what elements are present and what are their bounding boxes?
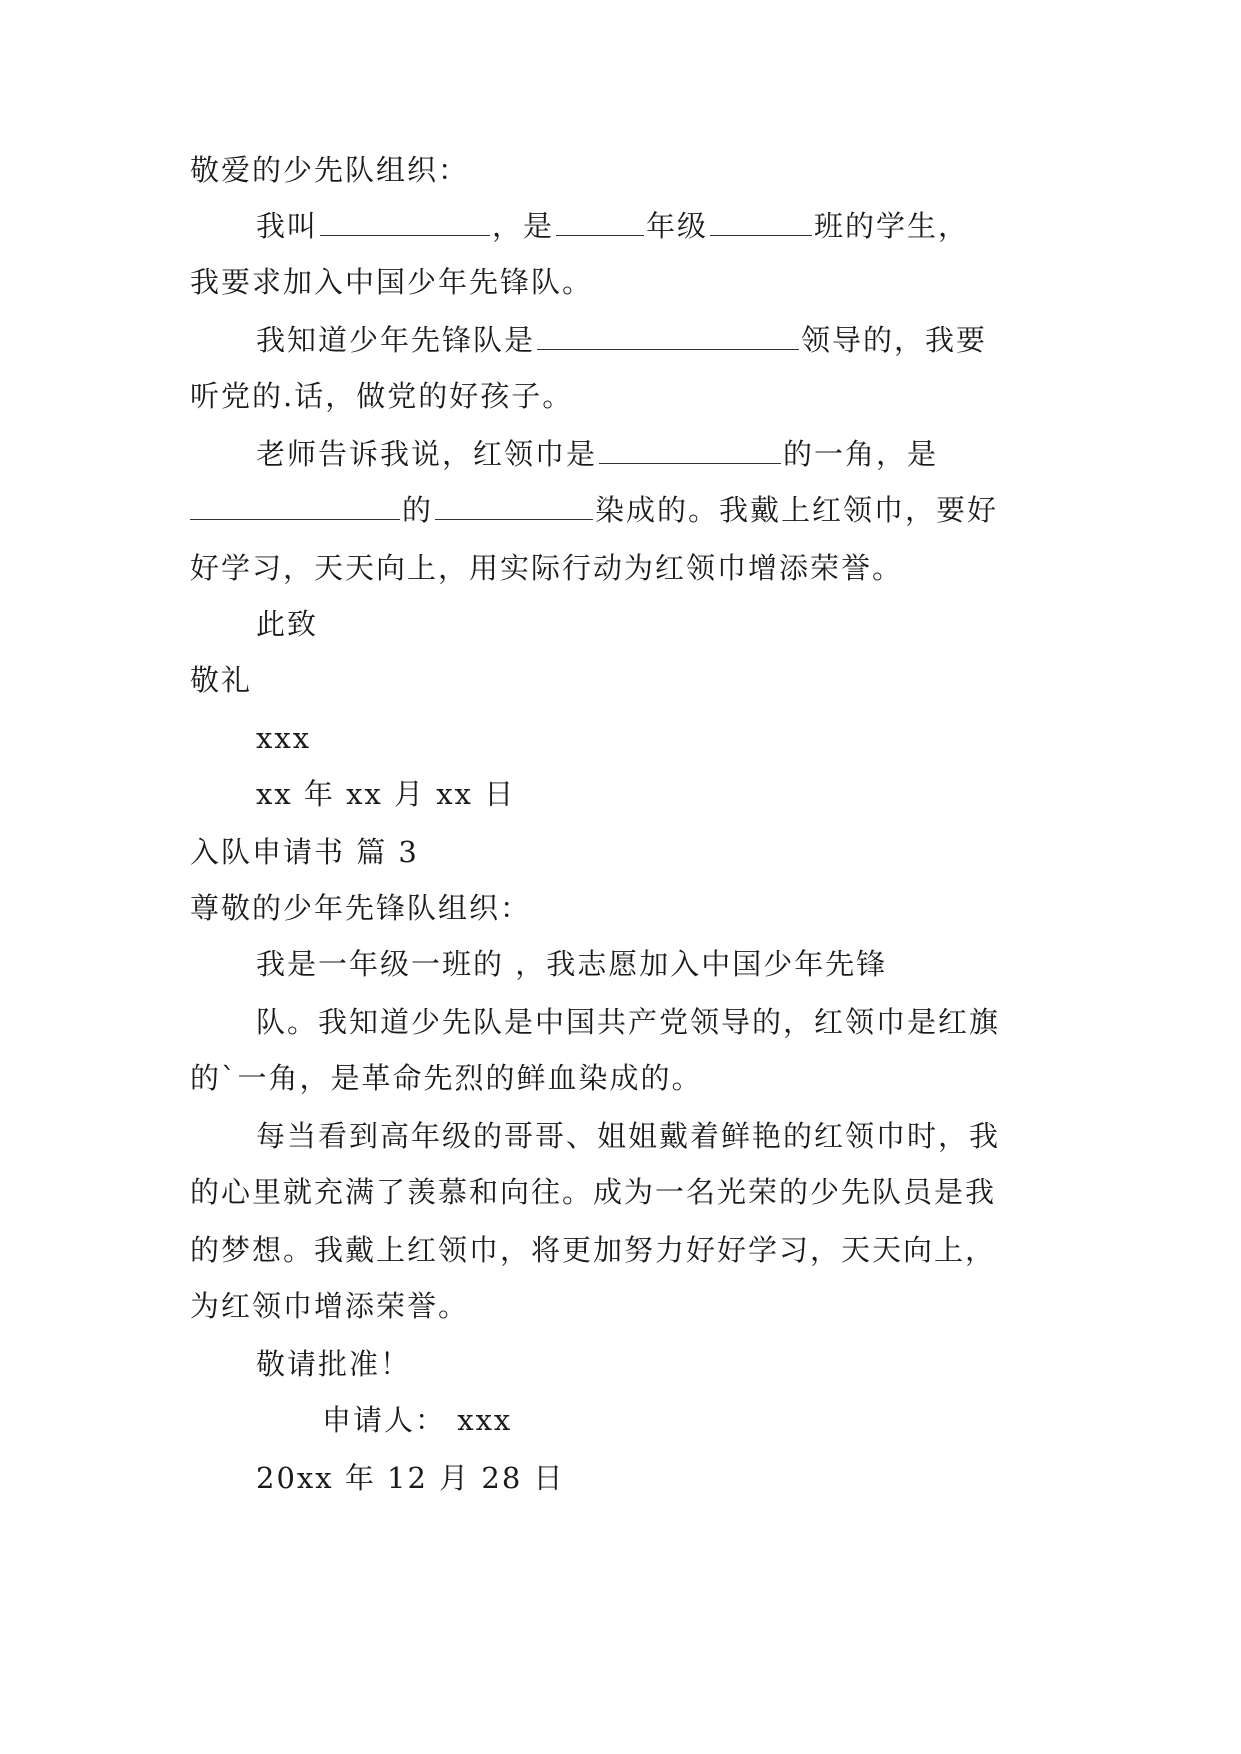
blood-blank[interactable] <box>435 491 593 520</box>
letter1-date: xx 年 xx 月 xx 日 <box>256 777 516 811</box>
letter2-applicant: 申请人： xxx <box>322 1403 513 1437</box>
letter2-paragraph2-line3: 的梦想。我戴上红领巾，将更加努力好好学习，天天向上， <box>190 1233 997 1267</box>
letter1-closing2: 敬礼 <box>190 663 253 697</box>
class-blank[interactable] <box>710 207 812 236</box>
text-segment: 我叫 <box>256 209 319 243</box>
letter2-paragraph2-line2: 的心里就充满了羡慕和向往。成为一名光荣的少先队员是我 <box>190 1175 997 1209</box>
letter1-paragraph2-line1 <box>256 320 987 360</box>
letter2-paragraph1-line2: 队。我知道少先队是中国共产党领导的，红领巾是红旗 <box>256 1005 1001 1039</box>
leader-blank[interactable] <box>537 321 799 350</box>
letter2-salutation: 尊敬的少年先锋队组织： <box>190 891 532 925</box>
letter1-salutation: 敬爱的少先队组织： <box>190 153 470 187</box>
letter1-paragraph3-line2 <box>190 490 998 530</box>
text-segment: 染成的。我戴上红领巾，要好 <box>595 493 999 527</box>
letter1-closing1: 此致 <box>256 607 319 641</box>
letter2-date: 20xx 年 12 月 28 日 <box>256 1461 565 1495</box>
letter1-signature: xxx <box>256 721 312 755</box>
letter1-paragraph3-line3: 好学习，天天向上，用实际行动为红领巾增添荣誉。 <box>190 551 904 585</box>
letter2-paragraph1-line1: 我是一年级一班的 ，我志愿加入中国少年先锋 <box>256 947 888 981</box>
text-segment: 的一角，是 <box>783 437 939 471</box>
letter2-paragraph1-line3: 的`一角，是革命先烈的鲜血染成的。 <box>190 1061 703 1095</box>
letter1-paragraph1-line1 <box>256 206 969 246</box>
section-title: 入队申请书 篇 3 <box>190 835 419 869</box>
text-segment: 的 <box>402 493 434 527</box>
martyrs-blank[interactable] <box>190 491 400 520</box>
text-segment: 领导的，我要 <box>801 323 988 357</box>
letter1-paragraph2-line2: 听党的.话，做党的好孩子。 <box>190 379 574 413</box>
text-segment: 年级 <box>646 209 709 243</box>
text-segment: ，是 <box>492 209 555 243</box>
letter2-paragraph2-line1: 每当看到高年级的哥哥、姐姐戴着鲜艳的红领巾时，我 <box>256 1119 1001 1153</box>
grade-blank[interactable] <box>556 207 644 236</box>
name-blank[interactable] <box>320 207 490 236</box>
text-segment: 我知道少年先锋队是 <box>256 323 536 357</box>
letter2-closing: 敬请批准！ <box>256 1347 412 1381</box>
text-segment: 老师告诉我说，红领巾是 <box>256 437 598 471</box>
text-segment: 班的学生， <box>814 209 970 243</box>
letter1-paragraph3-line1 <box>256 434 938 474</box>
letter2-paragraph2-line4: 为红领巾增添荣誉。 <box>190 1289 470 1323</box>
flag-blank[interactable] <box>599 435 781 464</box>
letter1-paragraph1-line2: 我要求加入中国少年先锋队。 <box>190 265 594 299</box>
